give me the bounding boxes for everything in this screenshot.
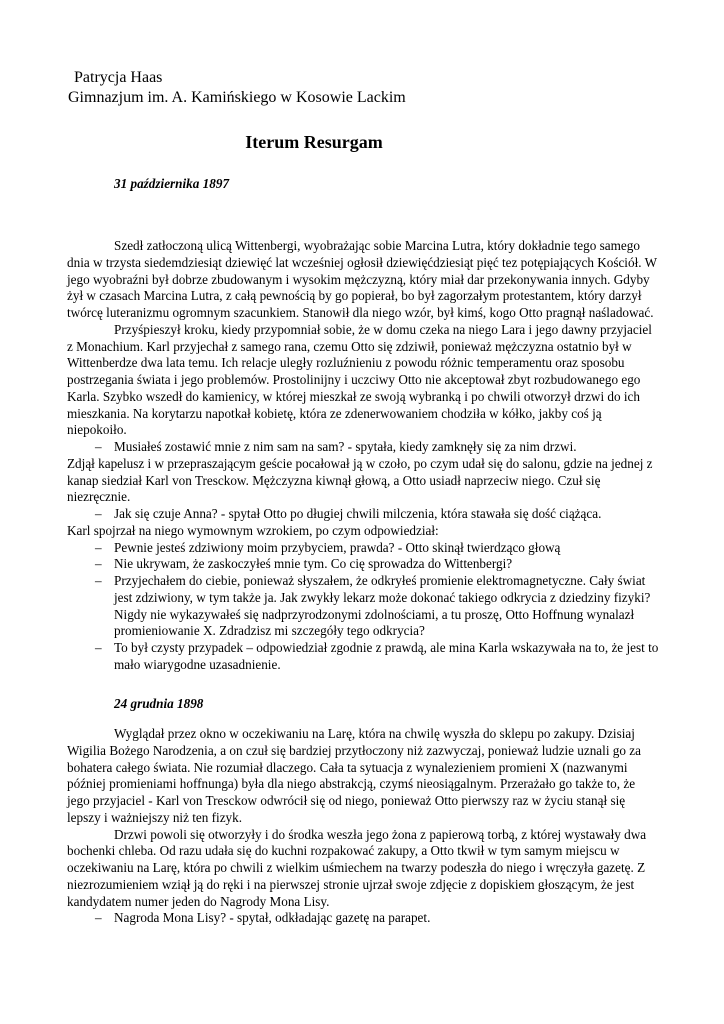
paragraph: Drzwi powoli się otworzyły i do środka weszła jego żona z papierową torbą, z której wystawały dwa bochenki chleba. Od razu udała się do kuchni rozpakować zakupy, a Otto tkwił w tym samym miejscu w oczekiwaniu na Larę, która po chwili z wielkim uśmiechem na twarzy podeszła do niego i wręczyła gazetę. Z niezrozumieniem wziął ją do ręki i na pierwszej stronie ujrzał swoje zdjęcie z dopiskiem głoszącym, że jest kandydatem numer jeden do Nagrody Mona Lisy. xyxy=(67,826,647,909)
author-name: Patrycja Haas xyxy=(74,69,163,86)
section-1-body xyxy=(67,238,659,674)
paragraph: Karl spojrzał na niego wymownym wzrokiem, po czym odpowiedział: xyxy=(67,522,439,538)
dialogue-line: – To był czysty przypadek – odpowiedział zgodnie z prawdą, ale mina Karla wskazywała na to, że jest to mało wiarygodne uzasadnienie. xyxy=(67,640,659,674)
paragraph: Zdjął kapelusz i w przepraszającym geście pocałował ją w czoło, po czym udał się do salonu, gdzie na jednej z kanap siedział Karl von Tresckow. Mężczyzna kiwnął głową, a Otto usiadł naprzeciw niego. Czuł się niezręcznie. xyxy=(67,455,653,505)
dialogue-line: – Nagroda Mona Lisy? - spytał, odkładając gazetę na parapet. xyxy=(67,910,659,927)
school-name: Gimnazjum im. A. Kamińskiego w Kosowie Lackim xyxy=(68,89,406,106)
dialogue-line: – Nie ukrywam, że zaskoczyłeś mnie tym. Co cię sprowadza do Wittenbergi? xyxy=(67,556,659,573)
paragraph: Szedł zatłoczoną ulicą Wittenbergi, wyobrażając sobie Marcina Lutra, który dokładnie tego samego dnia w trzysta siedemdziesiąt dziewięć lat wcześniej ogłosił dziewięćdziesiąt pięć tez potępiających Kościół. W jego wyobraźni był dobrze zbudowanym i wysokim mężczyzną, który miał dar przekonywania innych. Gdyby żył w czasach Marcina Lutra, z całą pewnością by go popierał, bo był zagorzałym protestantem, który darzył twórcę luteranizmu ogromnym szacunkiem. Stanowił dla niego wzór, był kimś, kogo Otto pragnął naśladować. xyxy=(67,238,657,320)
dialogue-line: – Pewnie jesteś zdziwiony moim przybyciem, prawda? - Otto skinął twierdząco głową xyxy=(67,540,659,557)
author-block xyxy=(68,68,406,108)
dialogue-line: – Musiałeś zostawić mnie z nim sam na sam? - spytała, kiedy zamknęły się za nim drzwi. xyxy=(67,439,659,456)
paragraph: Przyśpieszył kroku, kiedy przypomniał sobie, że w domu czeka na niego Lara i jego dawny przyjaciel z Monachium. Karl przyjechał z samego rana, czemu Otto się zdziwił, ponieważ mężczyzna ostatnio był w Wittenberdze dwa lata temu. Ich relacje uległy rozluźnieniu z powodu różnic temperamentu oraz sposobu postrzegania świata i jego problemów. Prostolinijny i uczciwy Otto nie akceptował zbyt rozbudowanego ego Karla. Szybko wszedł do kamienicy, w której mieszkał ze swoją wybranką i po chwili otworzył drzwi do ich mieszkania. Na korytarzu napotkał kobietę, która ze zdenerwowaniem chodziła w kółko, jakby coś ją niepokoiło. xyxy=(67,321,652,438)
section-date-1: 31 października 1897 xyxy=(114,176,230,191)
section-date-2: 24 grudnia 1898 xyxy=(114,696,204,711)
section-2-body xyxy=(67,726,659,927)
dialogue-line: – Jak się czuje Anna? - spytał Otto po długiej chwili milczenia, która stawała się dość ciążąca. xyxy=(67,506,659,523)
dialogue-line: – Przyjechałem do ciebie, ponieważ słyszałem, że odkryłeś promienie elektromagnetyczne. Cały świat jest zdziwiony, w tym także ja. Jak zwykły lekarz może dokonać takiego odkrycia z dziedziny fizyki? Nigdy nie wykazywałeś się nadprzyrodzonymi zdolnościami, a tu proszę, Otto Hoffnung wynalazł promieniowanie X. Zdradzisz mi szczegóły tego odkrycia? xyxy=(67,573,659,640)
paragraph: Wyglądał przez okno w oczekiwaniu na Larę, która na chwilę wyszła do sklepu po zakupy. Dzisiaj Wigilia Bożego Narodzenia, a on czuł się bardziej przytłoczony niż zazwyczaj, ponieważ ludzie uznali go za bohatera całego świata. Nie rozumiał dlaczego. Cała ta sytuacja z wynalezieniem promieni X (nazwanymi później promieniami hoffnunga) była dla niego abstrakcją, czymś nieosiągalnym. Przerażało go także to, że jego przyjaciel - Karl von Tresckow odwrócił się od niego, ponieważ Otto pierwszy raz w życiu stanął się lepszy i ważniejszy niż ten fizyk. xyxy=(67,726,641,825)
story-title: Iterum Resurgam xyxy=(245,132,383,152)
